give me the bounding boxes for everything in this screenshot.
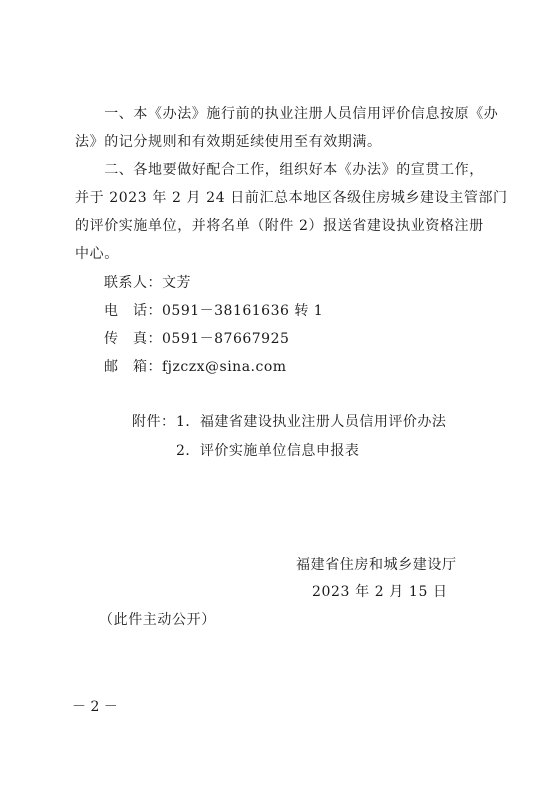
- disclosure-note: （此件主动公开）: [99, 612, 216, 628]
- paragraph-line: 中心。: [75, 246, 119, 262]
- paragraph-2: [75, 156, 508, 268]
- paragraph-1: [75, 100, 499, 156]
- paragraph-line: 法》的记分规则和有效期延续使用至有效期满。: [75, 134, 382, 150]
- attachment-item: 1．福建省建设执业注册人员信用评价办法: [176, 414, 447, 430]
- attachment-item: 2．评价实施单位信息申报表: [176, 443, 360, 459]
- contact-person: 联系人：文芳: [104, 275, 191, 291]
- contact-email: 邮 箱：fjzczx@sina.com: [104, 359, 287, 375]
- contact-phone: 电 话：0591－38161636 转 1: [104, 303, 324, 319]
- signature-org: 福建省住房和城乡建设厅: [296, 557, 457, 573]
- paragraph-line: 的评价实施单位，并将名单（附件 2）报送省建设执业资格注册: [75, 218, 484, 234]
- paragraph-line: 二、各地要做好配合工作，组织好本《办法》的宣贯工作，: [75, 162, 484, 178]
- contact-fax: 传 真：0591－87667925: [104, 331, 290, 347]
- page-number: － 2 －: [72, 699, 118, 715]
- paragraph-line: 并于 2023 年 2 月 24 日前汇总本地区各级住房城乡建设主管部门: [75, 190, 508, 206]
- signature-date: 2023 年 2 月 15 日: [312, 584, 448, 600]
- attachments-label: 附件：: [132, 414, 176, 430]
- paragraph-line: 一、本《办法》施行前的执业注册人员信用评价信息按原《办: [75, 106, 499, 122]
